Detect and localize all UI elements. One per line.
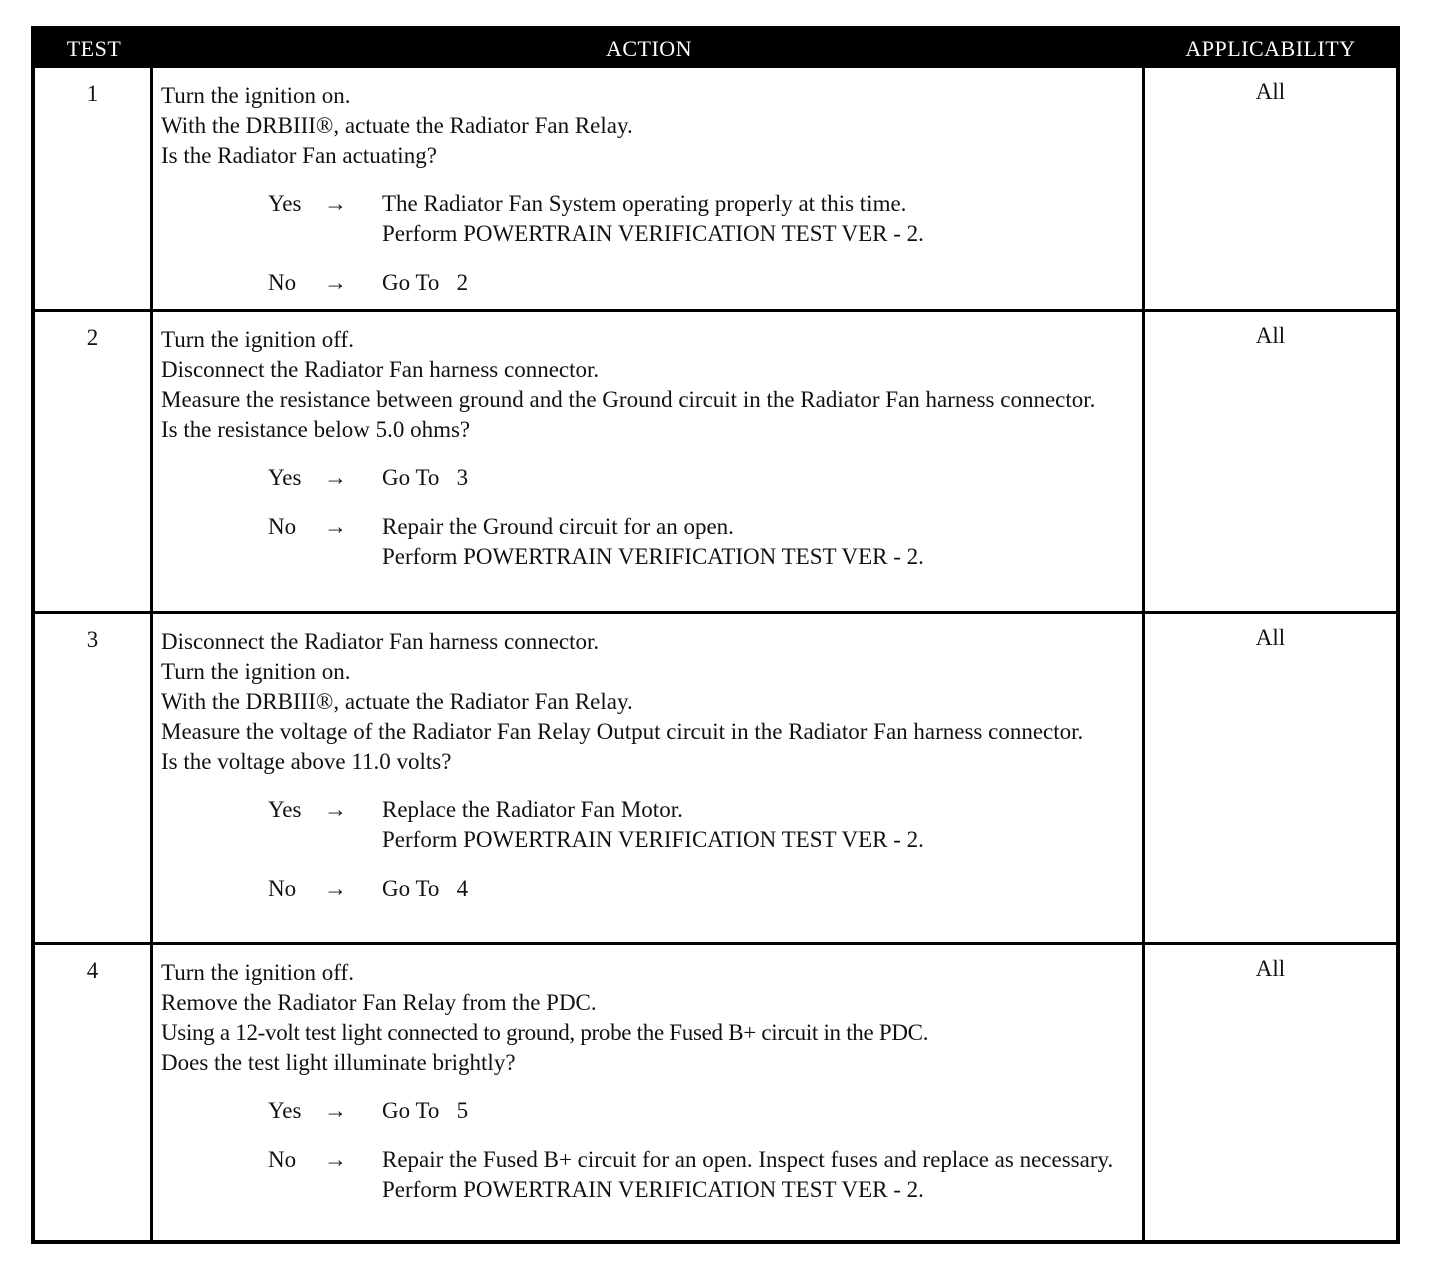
table-row xyxy=(35,68,1396,309)
yes-result xyxy=(382,1096,1136,1126)
applicability-value: All xyxy=(1255,79,1286,104)
action-step: Turn the ignition on. xyxy=(161,659,351,684)
test-number: 4 xyxy=(35,945,153,1240)
action-cell xyxy=(153,312,1145,611)
result-line: Perform POWERTRAIN VERIFICATION TEST VER - 2. xyxy=(382,1177,924,1202)
action-step: Turn the ignition on. xyxy=(161,83,351,108)
applicability-value: All xyxy=(1255,956,1286,981)
header-test: TEST xyxy=(66,36,122,61)
no-label: No xyxy=(268,270,297,295)
no-answer xyxy=(161,268,1136,298)
action-step: Does the test light illuminate brightly? xyxy=(161,1050,516,1075)
answer-list xyxy=(161,1096,1136,1205)
arrow-icon: → xyxy=(324,797,347,822)
action-step: Disconnect the Radiator Fan harness connector. xyxy=(161,629,600,654)
action-step: Turn the ignition off. xyxy=(161,327,354,352)
test-number: 1 xyxy=(35,68,153,309)
action-step: Is the Radiator Fan actuating? xyxy=(161,143,437,168)
header-action: ACTION xyxy=(605,36,693,61)
action-step: With the DRBIII®, actuate the Radiator Fan Relay. xyxy=(161,689,633,714)
result-line: Replace the Radiator Fan Motor. xyxy=(382,797,683,822)
action-step: Is the resistance below 5.0 ohms? xyxy=(161,417,471,442)
no-answer xyxy=(161,512,1136,572)
answer-list xyxy=(161,189,1136,298)
yes-result xyxy=(382,795,1136,855)
result-line: The Radiator Fan System operating properly at this time. xyxy=(382,191,907,216)
result-line: Go To 4 xyxy=(382,876,469,901)
arrow-icon: → xyxy=(324,270,347,295)
action-step: Remove the Radiator Fan Relay from the PDC. xyxy=(161,990,597,1015)
no-result xyxy=(382,874,1136,904)
table-row xyxy=(35,611,1396,942)
no-result xyxy=(382,268,1136,298)
action-step: Is the voltage above 11.0 volts? xyxy=(161,749,452,774)
table-row xyxy=(35,942,1396,1240)
action-step: Measure the resistance between ground and the Ground circuit in the Radiator Fan harness connector. xyxy=(161,387,1096,412)
yes-label: Yes xyxy=(268,465,302,490)
header-applicability: APPLICABILITY xyxy=(1185,36,1356,61)
action-step: With the DRBIII®, actuate the Radiator Fan Relay. xyxy=(161,113,633,138)
no-label: No xyxy=(268,514,297,539)
result-line: Repair the Ground circuit for an open. xyxy=(382,514,734,539)
action-cell xyxy=(153,614,1145,942)
result-line: Repair the Fused B+ circuit for an open. Inspect fuses and replace as necessary. xyxy=(382,1147,1114,1172)
yes-answer xyxy=(161,795,1136,855)
applicability-value: All xyxy=(1255,625,1286,650)
arrow-icon: → xyxy=(324,1098,347,1123)
result-line: Perform POWERTRAIN VERIFICATION TEST VER - 2. xyxy=(382,827,924,852)
action-cell xyxy=(153,945,1145,1240)
arrow-icon: → xyxy=(324,1147,347,1172)
yes-result xyxy=(382,189,1136,249)
arrow-icon: → xyxy=(324,191,347,216)
result-line: Go To 3 xyxy=(382,465,469,490)
action-step: Measure the voltage of the Radiator Fan Relay Output circuit in the Radiator Fan harness connector. xyxy=(161,719,1084,744)
result-line: Go To 5 xyxy=(382,1098,469,1123)
yes-label: Yes xyxy=(268,1098,302,1123)
action-step: Using a 12-volt test light connected to ground, probe the Fused B+ circuit in the PDC. xyxy=(161,1020,929,1045)
no-result xyxy=(382,512,1136,572)
yes-label: Yes xyxy=(268,797,302,822)
yes-answer xyxy=(161,463,1136,493)
result-line: Perform POWERTRAIN VERIFICATION TEST VER - 2. xyxy=(382,544,924,569)
no-answer xyxy=(161,874,1136,904)
yes-answer xyxy=(161,1096,1136,1126)
no-answer xyxy=(161,1145,1136,1205)
result-line: Perform POWERTRAIN VERIFICATION TEST VER - 2. xyxy=(382,221,924,246)
action-step: Disconnect the Radiator Fan harness connector. xyxy=(161,357,600,382)
yes-answer xyxy=(161,189,1136,249)
arrow-icon: → xyxy=(324,876,347,901)
table-header xyxy=(35,30,1396,68)
action-cell xyxy=(153,68,1145,309)
arrow-icon: → xyxy=(324,514,347,539)
answer-list xyxy=(161,463,1136,572)
action-step: Turn the ignition off. xyxy=(161,960,354,985)
test-number: 2 xyxy=(35,312,153,611)
yes-result xyxy=(382,463,1136,493)
arrow-icon: → xyxy=(324,465,347,490)
no-result xyxy=(382,1145,1136,1205)
no-label: No xyxy=(268,1147,297,1172)
diagnostic-test-table xyxy=(31,26,1400,1244)
yes-label: Yes xyxy=(268,191,302,216)
no-label: No xyxy=(268,876,297,901)
test-number: 3 xyxy=(35,614,153,942)
table-row xyxy=(35,309,1396,611)
applicability-value: All xyxy=(1255,323,1286,348)
result-line: Go To 2 xyxy=(382,270,469,295)
answer-list xyxy=(161,795,1136,904)
